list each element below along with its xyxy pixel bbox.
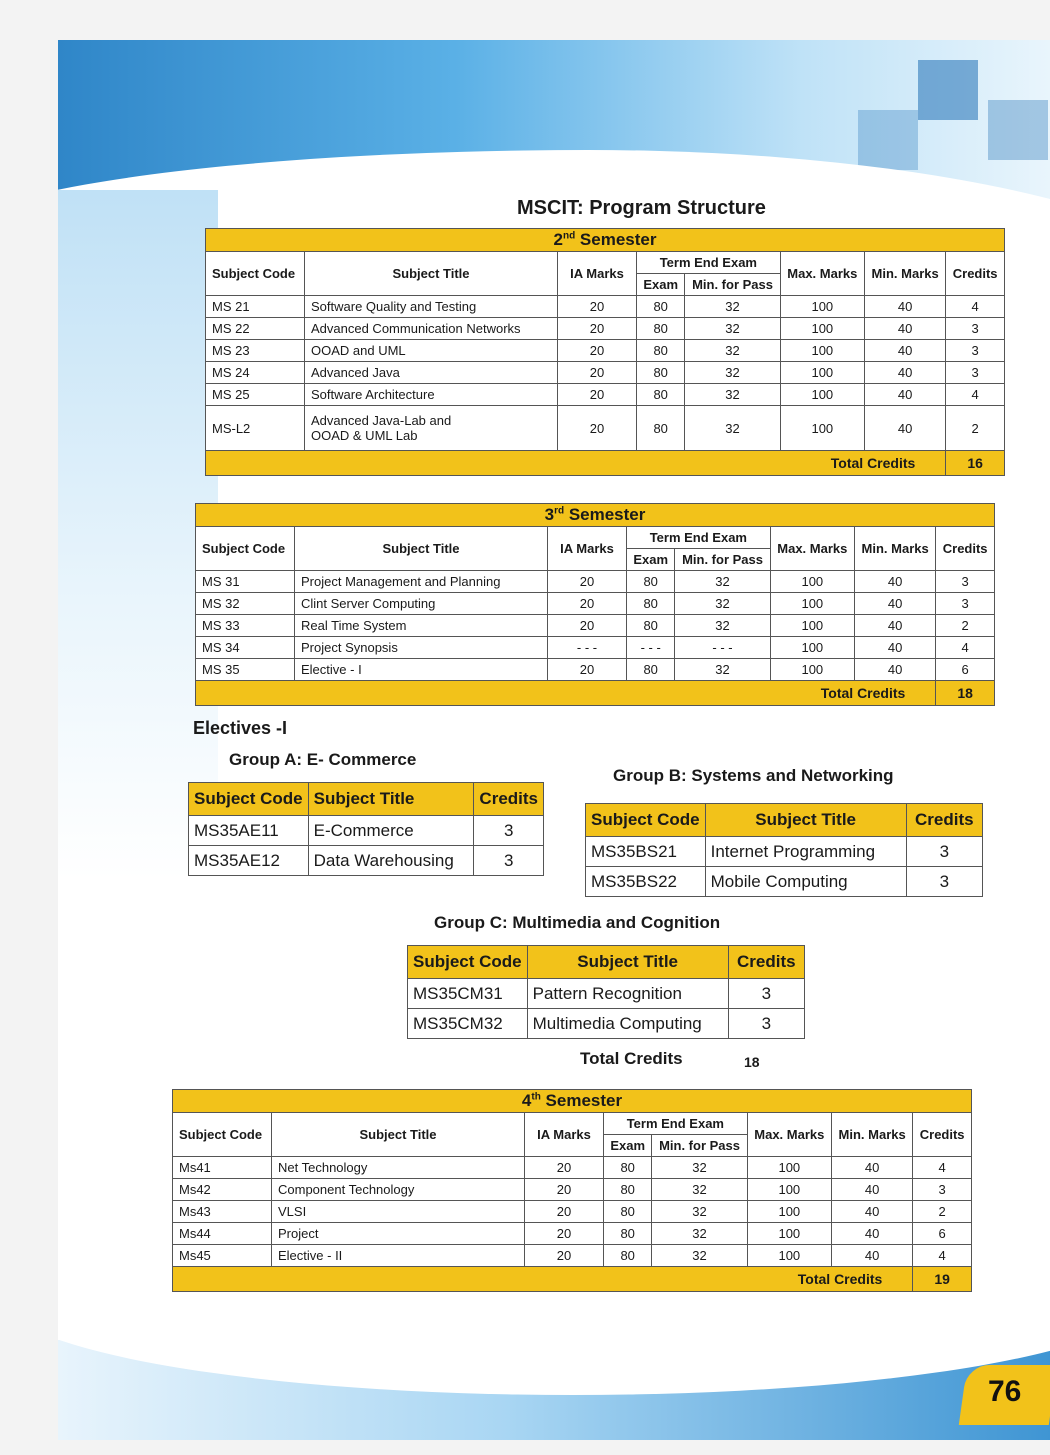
cell-title: Data Warehousing (308, 846, 474, 876)
col-credits: Credits (946, 252, 1005, 296)
cell-credits: 3 (913, 1179, 972, 1201)
cell-code: MS35AE12 (189, 846, 309, 876)
cell-ia: 20 (548, 659, 627, 681)
cell-credits: 3 (906, 837, 982, 867)
cell-exam: 80 (627, 615, 675, 637)
cell-code: Ms43 (173, 1201, 272, 1223)
table-row (196, 593, 995, 615)
cell-title: Project Synopsis (295, 637, 548, 659)
cell-max: 100 (780, 296, 864, 318)
col-subject-code: Subject Code (408, 946, 528, 979)
cell-credits: 3 (946, 362, 1005, 384)
cell-credits: 4 (913, 1245, 972, 1267)
cell-exam: 80 (627, 571, 675, 593)
cell-ia: - - - (548, 637, 627, 659)
cell-code: MS 21 (206, 296, 305, 318)
cell-ia: 20 (558, 318, 637, 340)
cell-exam: 80 (637, 362, 685, 384)
table-row (173, 1157, 972, 1179)
cell-code: MS35BS21 (586, 837, 706, 867)
total-credits-value: 19 (913, 1267, 972, 1292)
cell-exam: - - - (627, 637, 675, 659)
cell-credits: 4 (936, 637, 995, 659)
cell-code: Ms41 (173, 1157, 272, 1179)
group-b-title: Group B: Systems and Networking (613, 766, 894, 785)
cell-exam: 80 (627, 593, 675, 615)
cell-credits: 2 (946, 406, 1005, 451)
cell-ia: 20 (525, 1201, 604, 1223)
table-row (206, 296, 1005, 318)
col-subject-title: Subject Title (305, 252, 558, 296)
table-row (173, 1179, 972, 1201)
cell-credits: 3 (728, 979, 804, 1009)
cell-min: 40 (864, 296, 945, 318)
cell-credits: 3 (474, 816, 544, 846)
cell-credits: 3 (936, 571, 995, 593)
cell-pass: 32 (675, 615, 770, 637)
table-row (586, 837, 983, 867)
cell-max: 100 (747, 1157, 831, 1179)
cell-max: 100 (770, 571, 854, 593)
cell-title: VLSI (272, 1201, 525, 1223)
cell-credits: 3 (906, 867, 982, 897)
cell-code: MS 22 (206, 318, 305, 340)
cell-title: Advanced Java (305, 362, 558, 384)
cell-title: Net Technology (272, 1157, 525, 1179)
table-row (173, 1245, 972, 1267)
cell-code: MS 32 (196, 593, 295, 615)
cell-credits: 3 (946, 318, 1005, 340)
cell-max: 100 (747, 1179, 831, 1201)
cell-min: 40 (854, 659, 935, 681)
table-row (408, 1009, 805, 1039)
total-credits-label: Total Credits (173, 1267, 913, 1292)
col-min-marks: Min. Marks (831, 1113, 912, 1157)
cell-min: 40 (831, 1201, 912, 1223)
table-row (196, 637, 995, 659)
cell-code: Ms42 (173, 1179, 272, 1201)
col-credits: Credits (906, 804, 982, 837)
cell-credits: 6 (913, 1223, 972, 1245)
cell-ia: 20 (548, 615, 627, 637)
electives-total-value: 18 (744, 1054, 760, 1070)
cell-code: MS 31 (196, 571, 295, 593)
cell-code: MS 25 (206, 384, 305, 406)
col-exam: Exam (627, 549, 675, 571)
cell-exam: 80 (637, 384, 685, 406)
cell-credits: 2 (936, 615, 995, 637)
cell-title: Component Technology (272, 1179, 525, 1201)
cell-title: Advanced Java-Lab and OOAD & UML Lab (305, 406, 558, 451)
col-subject-title: Subject Title (527, 946, 728, 979)
cell-code: Ms45 (173, 1245, 272, 1267)
cell-title: Elective - I (295, 659, 548, 681)
cell-title: Advanced Communication Networks (305, 318, 558, 340)
cell-title: Software Architecture (305, 384, 558, 406)
table-row (173, 1201, 972, 1223)
col-ia-marks: IA Marks (558, 252, 637, 296)
table-row (586, 867, 983, 897)
cell-title: Project (272, 1223, 525, 1245)
cell-exam: 80 (627, 659, 675, 681)
group-c-title: Group C: Multimedia and Cognition (434, 913, 721, 932)
cell-credits: 3 (936, 593, 995, 615)
decor-square (858, 110, 918, 170)
col-credits: Credits (474, 783, 544, 816)
cell-exam: 80 (604, 1179, 652, 1201)
cell-pass: 32 (652, 1157, 747, 1179)
col-subject-code: Subject Code (189, 783, 309, 816)
cell-code: MS35CM32 (408, 1009, 528, 1039)
cell-exam: 80 (637, 318, 685, 340)
table-row (206, 340, 1005, 362)
cell-pass: 32 (652, 1179, 747, 1201)
cell-min: 40 (864, 384, 945, 406)
cell-ia: 20 (525, 1223, 604, 1245)
cell-code: MS35AE11 (189, 816, 309, 846)
cell-max: 100 (770, 659, 854, 681)
table-row (196, 659, 995, 681)
cell-pass: 32 (675, 659, 770, 681)
cell-ia: 20 (558, 362, 637, 384)
cell-title: Software Quality and Testing (305, 296, 558, 318)
cell-code: MS 34 (196, 637, 295, 659)
cell-code: MS 35 (196, 659, 295, 681)
cell-max: 100 (747, 1223, 831, 1245)
cell-pass: 32 (685, 318, 780, 340)
cell-pass: - - - (675, 637, 770, 659)
cell-credits: 4 (913, 1157, 972, 1179)
cell-max: 100 (780, 340, 864, 362)
cell-title: Pattern Recognition (527, 979, 728, 1009)
table-row (206, 406, 1005, 451)
cell-credits: 6 (936, 659, 995, 681)
cell-code: Ms44 (173, 1223, 272, 1245)
cell-code: MS 33 (196, 615, 295, 637)
col-credits: Credits (936, 527, 995, 571)
semester-2-table (205, 228, 1005, 476)
col-min-for-pass: Min. for Pass (685, 274, 780, 296)
cell-max: 100 (770, 593, 854, 615)
table-row (189, 816, 544, 846)
col-min-marks: Min. Marks (864, 252, 945, 296)
col-ia-marks: IA Marks (548, 527, 627, 571)
cell-min: 40 (831, 1245, 912, 1267)
cell-credits: 4 (946, 296, 1005, 318)
cell-title: Mobile Computing (705, 867, 906, 897)
cell-max: 100 (747, 1245, 831, 1267)
cell-pass: 32 (685, 362, 780, 384)
cell-pass: 32 (652, 1223, 747, 1245)
cell-code: MS 23 (206, 340, 305, 362)
cell-exam: 80 (604, 1157, 652, 1179)
cell-max: 100 (780, 362, 864, 384)
page-title: MSCIT: Program Structure (517, 197, 766, 219)
cell-ia: 20 (558, 340, 637, 362)
group-a-table (188, 782, 544, 876)
col-subject-code: Subject Code (196, 527, 295, 571)
group-c-table (407, 945, 805, 1039)
cell-code: MS-L2 (206, 406, 305, 451)
col-term-end-exam: Term End Exam (604, 1113, 748, 1135)
col-subject-title: Subject Title (272, 1113, 525, 1157)
cell-credits: 3 (946, 340, 1005, 362)
cell-title: Real Time System (295, 615, 548, 637)
cell-exam: 80 (604, 1245, 652, 1267)
cell-pass: 32 (685, 406, 780, 451)
cell-ia: 20 (548, 571, 627, 593)
electives-total-label: Total Credits (580, 1049, 683, 1068)
cell-title: Clint Server Computing (295, 593, 548, 615)
cell-pass: 32 (685, 384, 780, 406)
cell-title: OOAD and UML (305, 340, 558, 362)
cell-exam: 80 (604, 1201, 652, 1223)
col-exam: Exam (637, 274, 685, 296)
cell-code: MS35BS22 (586, 867, 706, 897)
col-min-marks: Min. Marks (854, 527, 935, 571)
semester-3-heading: 3rd Semester (196, 504, 995, 527)
col-min-for-pass: Min. for Pass (652, 1135, 747, 1157)
col-subject-title: Subject Title (295, 527, 548, 571)
cell-title: Internet Programming (705, 837, 906, 867)
col-subject-code: Subject Code (206, 252, 305, 296)
cell-code: MS 24 (206, 362, 305, 384)
cell-exam: 80 (604, 1223, 652, 1245)
table-row (189, 846, 544, 876)
cell-pass: 32 (685, 296, 780, 318)
cell-credits: 4 (946, 384, 1005, 406)
cell-min: 40 (864, 340, 945, 362)
cell-max: 100 (780, 384, 864, 406)
decor-square (988, 100, 1048, 160)
col-ia-marks: IA Marks (525, 1113, 604, 1157)
semester-2-heading: 2nd Semester (206, 229, 1005, 252)
cell-credits: 3 (474, 846, 544, 876)
total-credits-value: 18 (936, 681, 995, 706)
table-row (196, 571, 995, 593)
col-term-end-exam: Term End Exam (637, 252, 781, 274)
cell-max: 100 (780, 406, 864, 451)
col-subject-title: Subject Title (308, 783, 474, 816)
electives-heading: Electives -I (193, 718, 288, 738)
cell-min: 40 (864, 362, 945, 384)
col-term-end-exam: Term End Exam (627, 527, 771, 549)
cell-min: 40 (854, 593, 935, 615)
col-max-marks: Max. Marks (770, 527, 854, 571)
table-row (196, 615, 995, 637)
cell-title: Multimedia Computing (527, 1009, 728, 1039)
table-row (206, 362, 1005, 384)
cell-exam: 80 (637, 340, 685, 362)
cell-credits: 3 (728, 1009, 804, 1039)
cell-credits: 2 (913, 1201, 972, 1223)
col-min-for-pass: Min. for Pass (675, 549, 770, 571)
cell-min: 40 (864, 318, 945, 340)
col-subject-title: Subject Title (705, 804, 906, 837)
cell-pass: 32 (675, 593, 770, 615)
cell-ia: 20 (525, 1157, 604, 1179)
cell-min: 40 (831, 1179, 912, 1201)
cell-ia: 20 (558, 406, 637, 451)
cell-ia: 20 (525, 1179, 604, 1201)
cell-ia: 20 (525, 1245, 604, 1267)
cell-pass: 32 (685, 340, 780, 362)
col-max-marks: Max. Marks (747, 1113, 831, 1157)
cell-title: Elective - II (272, 1245, 525, 1267)
cell-min: 40 (854, 637, 935, 659)
decor-square (918, 60, 978, 120)
cell-min: 40 (854, 571, 935, 593)
cell-title: Project Management and Planning (295, 571, 548, 593)
semester-3-table (195, 503, 995, 706)
group-a-title: Group A: E- Commerce (229, 750, 417, 769)
cell-title: E-Commerce (308, 816, 474, 846)
cell-min: 40 (831, 1157, 912, 1179)
cell-exam: 80 (637, 296, 685, 318)
semester-4-table (172, 1089, 972, 1292)
col-exam: Exam (604, 1135, 652, 1157)
table-row (408, 979, 805, 1009)
col-credits: Credits (913, 1113, 972, 1157)
group-b-table (585, 803, 983, 897)
cell-pass: 32 (652, 1245, 747, 1267)
col-credits: Credits (728, 946, 804, 979)
total-credits-label: Total Credits (196, 681, 936, 706)
table-row (206, 318, 1005, 340)
page-number: 76 (988, 1375, 1022, 1408)
total-credits-value: 16 (946, 451, 1005, 476)
col-subject-code: Subject Code (173, 1113, 272, 1157)
table-row (206, 384, 1005, 406)
cell-exam: 80 (637, 406, 685, 451)
cell-ia: 20 (558, 296, 637, 318)
cell-max: 100 (780, 318, 864, 340)
cell-max: 100 (747, 1201, 831, 1223)
cell-max: 100 (770, 615, 854, 637)
cell-min: 40 (854, 615, 935, 637)
cell-pass: 32 (652, 1201, 747, 1223)
cell-pass: 32 (675, 571, 770, 593)
cell-max: 100 (770, 637, 854, 659)
col-max-marks: Max. Marks (780, 252, 864, 296)
table-row (173, 1223, 972, 1245)
semester-4-heading: 4th Semester (173, 1090, 972, 1113)
cell-min: 40 (864, 406, 945, 451)
col-subject-code: Subject Code (586, 804, 706, 837)
cell-code: MS35CM31 (408, 979, 528, 1009)
cell-ia: 20 (548, 593, 627, 615)
cell-ia: 20 (558, 384, 637, 406)
cell-min: 40 (831, 1223, 912, 1245)
total-credits-label: Total Credits (206, 451, 946, 476)
